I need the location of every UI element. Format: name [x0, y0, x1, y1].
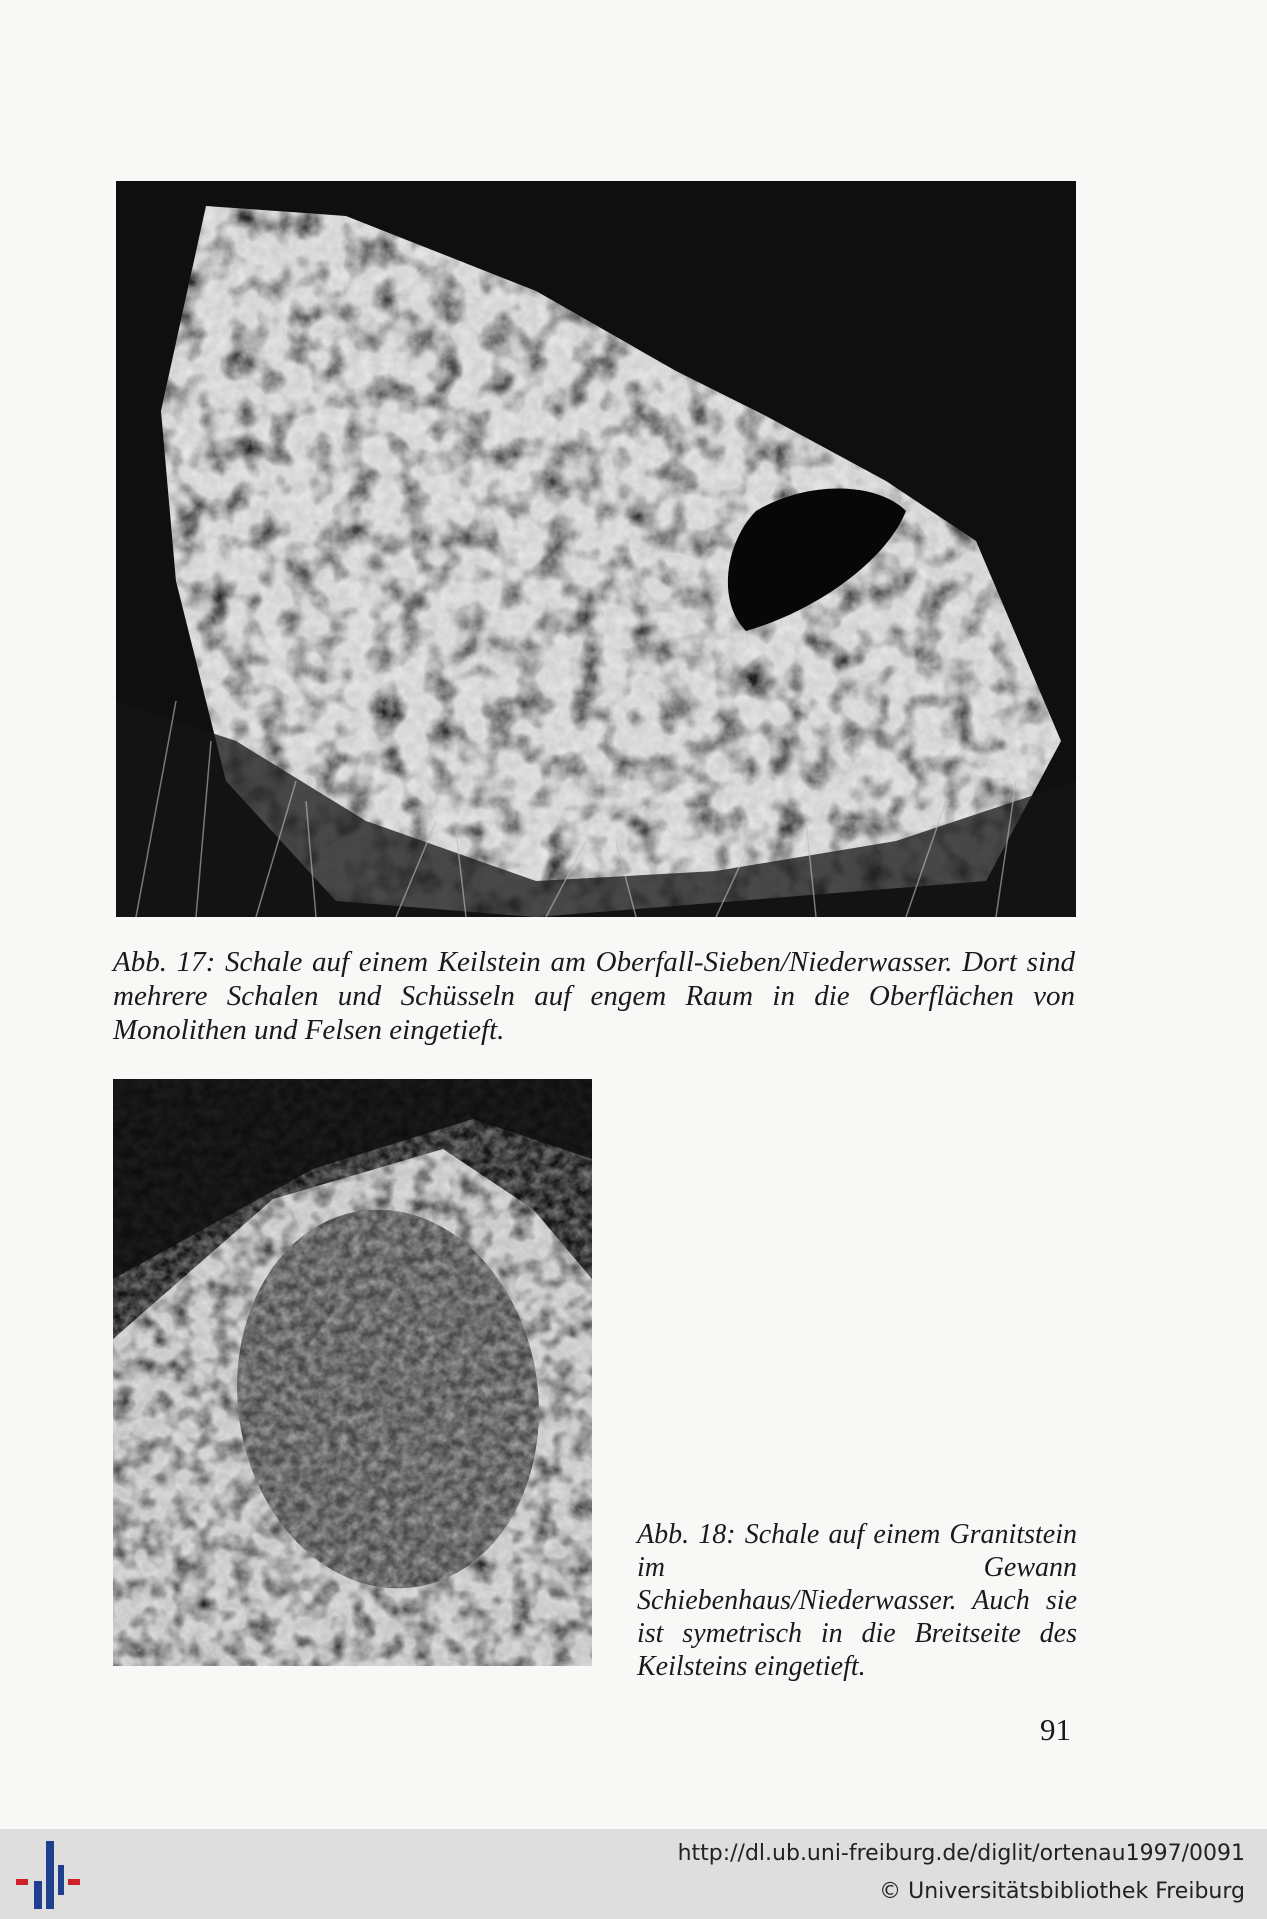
- photo-keilstein-oberfall: [116, 181, 1076, 917]
- photo-schale-granitstein: [113, 1079, 592, 1666]
- ub-freiburg-logo-icon: [16, 1841, 80, 1909]
- footer-bar: [0, 1829, 1267, 1919]
- figure-caption-abb-17: Abb. 17: Schale auf einem Keilstein am Oberfall-Sieben/Niederwasser. Dort sind mehrere Schalen und Schüsseln auf engem Raum in die Oberflächen von Monolithen und Felsen eingetieft.: [113, 946, 1075, 1046]
- figure-caption-abb-18: Abb. 18: Schale auf einem Granitstein im Gewann Schiebenhaus/Niederwasser. Auch sie ist symetrisch in die Breitseite des Keilsteins eingetieft.: [637, 1519, 1077, 1682]
- photo-2-image: [113, 1079, 592, 1666]
- source-url-link[interactable]: http://dl.ub.uni-freiburg.de/diglit/ortenau1997/0091: [677, 1841, 1245, 1866]
- copyright-notice: © Universitätsbibliothek Freiburg: [879, 1879, 1245, 1904]
- photo-1-image: [116, 181, 1076, 917]
- page-number: 91: [1040, 1712, 1071, 1747]
